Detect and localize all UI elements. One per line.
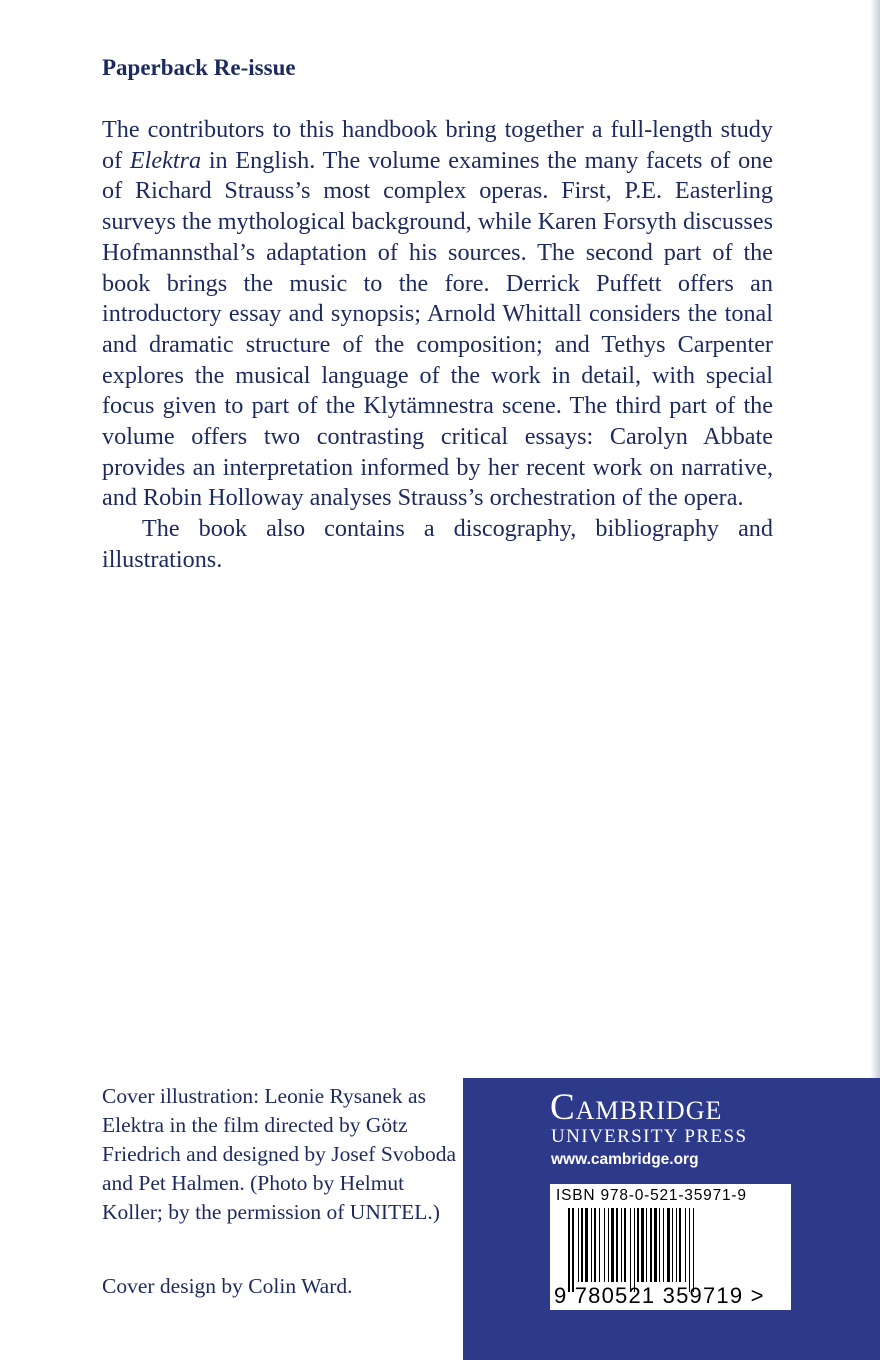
barcode-box bbox=[550, 1184, 791, 1310]
barcode-bar bbox=[578, 1208, 579, 1282]
barcode-bar bbox=[672, 1208, 673, 1282]
barcode-bar bbox=[624, 1208, 626, 1282]
cover-illustration-credit: Cover illustration: Leonie Rysanek as Elektra in the film directed by Götz Friedrich and designed by Josef Svoboda and Pet Halmen. (Photo by Helmut Koller; by the permission of UNITEL.) bbox=[102, 1084, 457, 1224]
barcode-bar bbox=[591, 1208, 592, 1282]
blurb-paragraph-1 bbox=[102, 115, 773, 514]
opera-title: Elektra bbox=[129, 146, 202, 174]
reissue-heading: Paperback Re-issue bbox=[102, 55, 296, 80]
publisher-url: www.cambridge.org bbox=[551, 1151, 699, 1168]
barcode-bar bbox=[581, 1208, 583, 1282]
barcode-bar bbox=[685, 1208, 686, 1282]
barcode-bar bbox=[679, 1208, 681, 1282]
barcode-bar bbox=[646, 1208, 647, 1282]
barcode-bar bbox=[659, 1208, 660, 1282]
barcode-bar bbox=[663, 1208, 664, 1282]
barcode-bar bbox=[689, 1208, 690, 1292]
barcode-bar bbox=[585, 1208, 588, 1282]
barcode-bar bbox=[693, 1208, 694, 1292]
page-edge-shadow bbox=[870, 0, 880, 1078]
barcode-bar bbox=[637, 1208, 639, 1282]
cover-design-credit: Cover design by Colin Ward. bbox=[102, 1274, 353, 1298]
blurb-paragraph-2: The book also contains a discography, bibliography and illustrations. bbox=[102, 515, 773, 573]
blurb-p1-start: The contributors to this handbook bring together a full-length study of bbox=[102, 116, 773, 174]
publisher-name: Cambridge bbox=[550, 1087, 723, 1128]
book-blurb bbox=[102, 115, 773, 576]
barcode-bar bbox=[650, 1208, 652, 1282]
barcode-bar bbox=[611, 1208, 614, 1282]
barcode-bar bbox=[641, 1208, 644, 1282]
barcode-bar bbox=[630, 1208, 631, 1292]
barcode-bar bbox=[608, 1208, 609, 1282]
ean-digits: 9 780521 359719 > bbox=[554, 1283, 765, 1308]
blurb-p1-rest: in English. The volume examines the many facets of one of Richard Strauss’s most complex operas. First, P.E. Easterling surveys the mythological background, while Karen Forsyth discusses Hofmannsthal’s adaptation of his sources. The second part of the book brings the music to the fore. Derrick Puffett offers an introductory essay and synopsis; Arnold Whittall considers the tonal and dramatic structure of the composition; and Tethys Carpenter explores the musical language of the work in detail, with special focus given to part of the Klytämnestra scene. The third part of the volume offers two contrasting critical essays: Carolyn Abbate provides an interpretation informed by her recent work on narrative, and Robin Holloway analyses Strauss’s orchestration of the opera. bbox=[102, 146, 773, 512]
barcode-bar bbox=[604, 1208, 605, 1282]
barcode-bar bbox=[568, 1208, 570, 1292]
barcode-bar bbox=[572, 1208, 574, 1292]
publisher-panel bbox=[463, 1078, 880, 1360]
barcode-bar bbox=[594, 1208, 596, 1282]
barcode-bar bbox=[654, 1208, 657, 1282]
barcode-bar bbox=[599, 1208, 600, 1282]
isbn-label: ISBN 978-0-521-35971-9 bbox=[556, 1187, 747, 1204]
barcode-bar bbox=[634, 1208, 635, 1292]
barcode-bar bbox=[616, 1208, 618, 1282]
publisher-subtitle: UNIVERSITY PRESS bbox=[551, 1126, 748, 1147]
barcode-bar bbox=[676, 1208, 677, 1282]
barcode-bar bbox=[667, 1208, 670, 1282]
barcode-bar bbox=[621, 1208, 622, 1282]
